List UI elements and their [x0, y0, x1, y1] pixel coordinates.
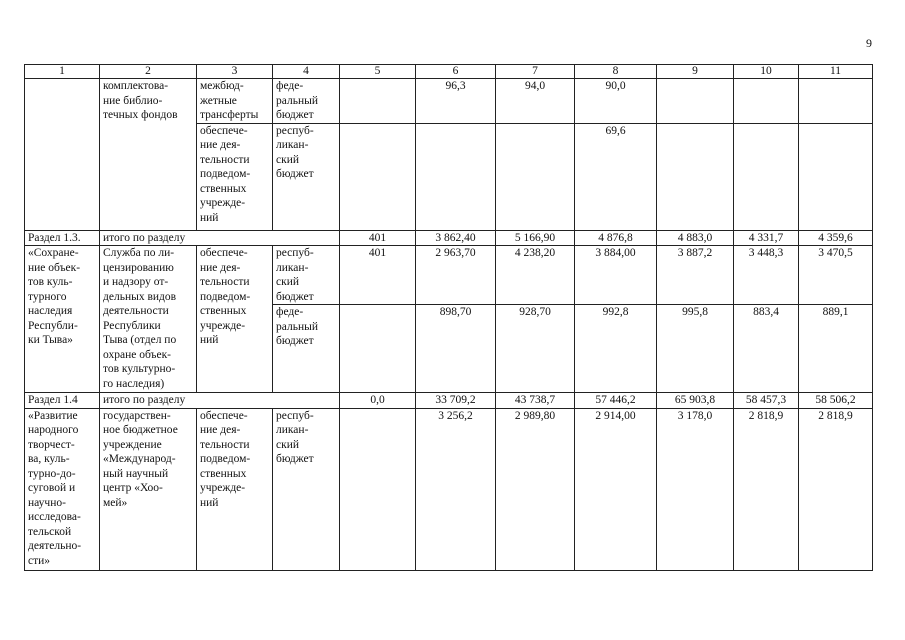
- section-total-row: [25, 230, 873, 246]
- table-row: [25, 79, 873, 124]
- activity-cell: Служба по ли- цензированию и надзору от- дельных видов деятельности Республики Тыва (отдел по охране объек- тов культурно- го наследия): [100, 246, 197, 393]
- column-number: 11: [799, 65, 873, 79]
- value-cell: 4 238,20: [496, 246, 575, 305]
- value-cell: 33 709,2: [416, 393, 496, 409]
- value-cell: 4 883,0: [657, 230, 734, 246]
- value-cell: 2 818,9: [734, 408, 799, 570]
- activity-cell: комплектова- ние библио- течных фондов: [100, 79, 197, 231]
- value-cell: [799, 123, 873, 230]
- value-cell: 898,70: [416, 305, 496, 393]
- value-cell: 4 876,8: [575, 230, 657, 246]
- column-number: 7: [496, 65, 575, 79]
- value-cell: 57 446,2: [575, 393, 657, 409]
- value-cell: 889,1: [799, 305, 873, 393]
- column-number: 1: [25, 65, 100, 79]
- budget-source-cell: респуб- ликан- ский бюджет: [273, 123, 340, 230]
- value-cell: 58 457,3: [734, 393, 799, 409]
- value-cell: 4 359,6: [799, 230, 873, 246]
- table-row: [25, 246, 873, 305]
- value-cell: [799, 79, 873, 124]
- expense-type-cell: обеспече- ние дея- тельности подведом- ственных учрежде- ний: [197, 123, 273, 230]
- value-cell: 94,0: [496, 79, 575, 124]
- budget-source-cell: респуб- ликан- ский бюджет: [273, 408, 340, 570]
- column-number: 10: [734, 65, 799, 79]
- value-cell: [657, 123, 734, 230]
- activity-cell: государствен- ное бюджетное учреждение «Международ- ный научный центр «Хоо- мей»: [100, 408, 197, 570]
- value-cell: 3 887,2: [657, 246, 734, 305]
- value-cell: 5 166,90: [496, 230, 575, 246]
- value-cell: [657, 79, 734, 124]
- value-cell: 3 884,00: [575, 246, 657, 305]
- value-cell: 883,4: [734, 305, 799, 393]
- column-number: 5: [340, 65, 416, 79]
- value-cell: 0,0: [340, 393, 416, 409]
- value-cell: 43 738,7: [496, 393, 575, 409]
- value-cell: 401: [340, 230, 416, 246]
- section-total-row: [25, 393, 873, 409]
- expense-type-cell: межбюд- жетные трансферты: [197, 79, 273, 124]
- value-cell: 995,8: [657, 305, 734, 393]
- value-cell: [496, 123, 575, 230]
- expense-type-cell: обеспече- ние дея- тельности подведом- ственных учрежде- ний: [197, 246, 273, 393]
- value-cell: [416, 123, 496, 230]
- column-number: 9: [657, 65, 734, 79]
- value-cell: 928,70: [496, 305, 575, 393]
- column-number: 4: [273, 65, 340, 79]
- section-cell: «Сохране- ние объек- тов куль- турного наследия Республи- ки Тыва»: [25, 246, 100, 393]
- section-title-cell: Раздел 1.3.: [25, 230, 100, 246]
- value-cell: 2 989,80: [496, 408, 575, 570]
- column-number: 2: [100, 65, 197, 79]
- value-cell: [734, 79, 799, 124]
- value-cell: 3 470,5: [799, 246, 873, 305]
- value-cell: 2 818,9: [799, 408, 873, 570]
- page-number: 9: [866, 36, 872, 50]
- value-cell: 96,3: [416, 79, 496, 124]
- value-cell: 65 903,8: [657, 393, 734, 409]
- value-cell: 2 914,00: [575, 408, 657, 570]
- section-total-label: итого по разделу: [100, 393, 340, 409]
- value-cell: 3 256,2: [416, 408, 496, 570]
- value-cell: 992,8: [575, 305, 657, 393]
- budget-source-cell: феде- ральный бюджет: [273, 79, 340, 124]
- value-cell: 2 963,70: [416, 246, 496, 305]
- column-number: 3: [197, 65, 273, 79]
- value-cell: [734, 123, 799, 230]
- expense-type-cell: обеспече- ние дея- тельности подведом- ственных учрежде- ний: [197, 408, 273, 570]
- value-cell: 401: [340, 246, 416, 305]
- column-number: 6: [416, 65, 496, 79]
- section-cell: [25, 79, 100, 231]
- table-row: [25, 408, 873, 570]
- budget-source-cell: феде- ральный бюджет: [273, 305, 340, 393]
- value-cell: 3 448,3: [734, 246, 799, 305]
- value-cell: [340, 79, 416, 124]
- budget-source-cell: респуб- ликан- ский бюджет: [273, 246, 340, 305]
- value-cell: [340, 123, 416, 230]
- value-cell: [340, 408, 416, 570]
- column-number-row: [25, 65, 873, 79]
- value-cell: 58 506,2: [799, 393, 873, 409]
- section-title-cell: Раздел 1.4: [25, 393, 100, 409]
- value-cell: [340, 305, 416, 393]
- value-cell: 3 178,0: [657, 408, 734, 570]
- section-cell: «Развитие народного творчест- ва, куль- турно-до- суговой и научно- исследова- тельской деятельно- сти»: [25, 408, 100, 570]
- value-cell: 4 331,7: [734, 230, 799, 246]
- budget-table: [24, 64, 873, 571]
- value-cell: 3 862,40: [416, 230, 496, 246]
- value-cell: 69,6: [575, 123, 657, 230]
- column-number: 8: [575, 65, 657, 79]
- section-total-label: итого по разделу: [100, 230, 340, 246]
- value-cell: 90,0: [575, 79, 657, 124]
